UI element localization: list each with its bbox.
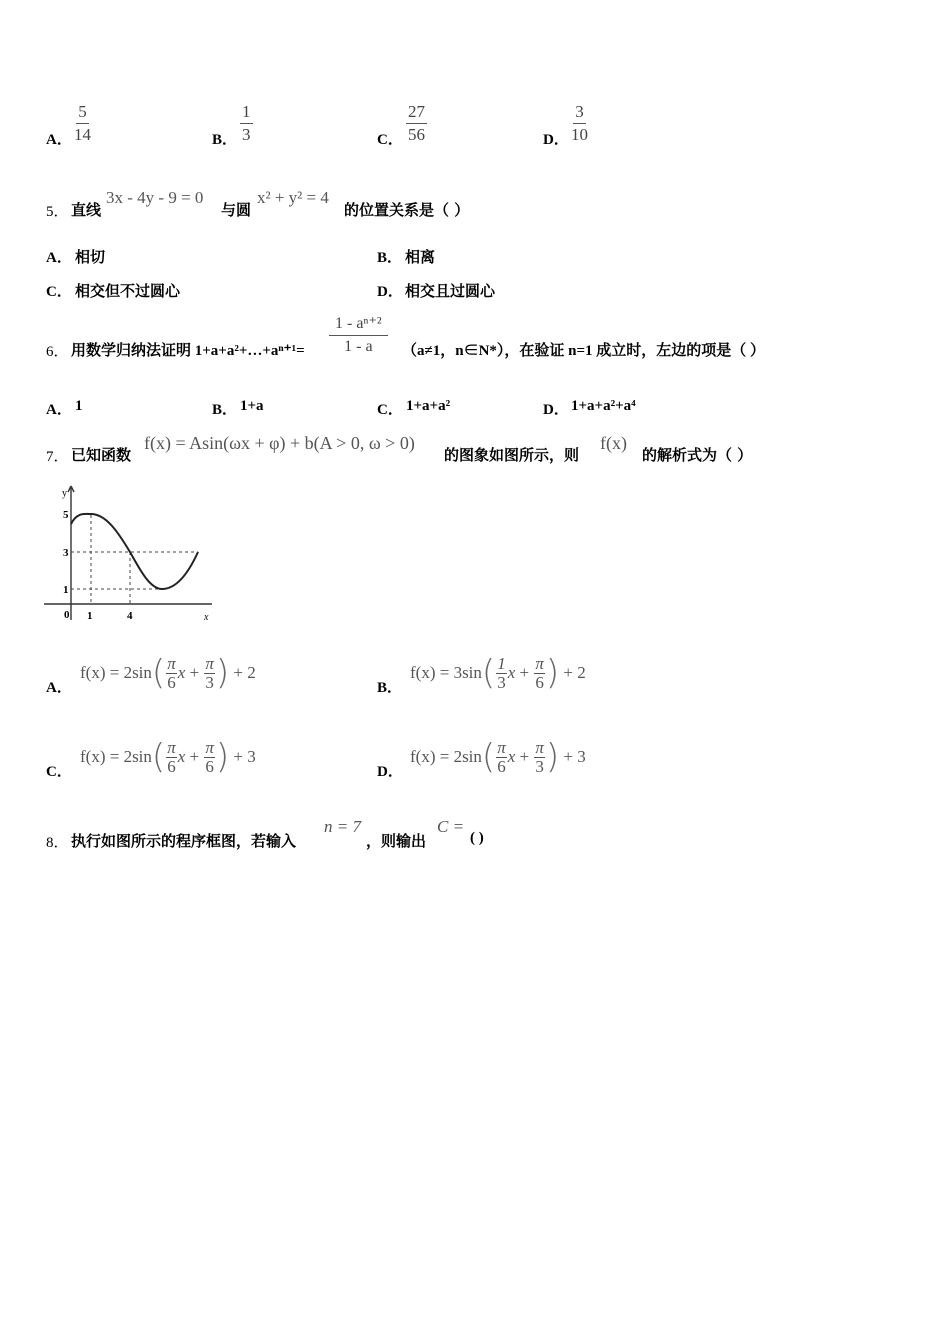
- q7-number: 7．: [46, 449, 69, 465]
- q6-text-post: （a≠1，n∈N*），在验证 n=1 成立时，左边的项是（ ）: [402, 343, 766, 359]
- q6-fraction: $\frac{\text{1 - aⁿ⁺²}}{1 - a}$: [329, 314, 388, 357]
- q5-line-equation: 3x - 4y - 9 = 0: [106, 188, 204, 207]
- q7-option-a-formula: f(x) = 2sin ( π 6 x + π 3 ) + 2: [80, 653, 256, 693]
- q6-option-a-text: 1: [75, 398, 83, 414]
- q8-text-mid: ，则输出: [366, 832, 427, 850]
- q6-option-b-text: 1+a: [240, 398, 264, 414]
- q4-option-d-label: D．: [543, 132, 569, 148]
- q7-option-c-formula: f(x) = 2sin ( π 6 x + π 6 ) + 3: [80, 737, 256, 777]
- q7-option-b-label: B．: [377, 680, 403, 696]
- q5-text-pre: 直线: [71, 201, 102, 219]
- q5-option-d-text: 相交且过圆心: [405, 282, 496, 300]
- q6-number: 6．: [46, 344, 69, 360]
- q7-option-c-label: C．: [46, 764, 72, 780]
- y-tick-5: 5: [63, 509, 69, 521]
- q6-option-c-label: C．: [377, 402, 403, 418]
- q6-option-d-label: D．: [543, 402, 569, 418]
- x-tick-4: 4: [127, 610, 133, 622]
- q5-option-a-text: 相切: [75, 248, 106, 266]
- q5-number: 5．: [46, 204, 69, 220]
- q7-option-d-label: D．: [377, 764, 403, 780]
- q4-option-b-value: $\frac{1}{3}$: [242, 102, 251, 144]
- q6-text-pre: 用数学归纳法证明 1+a+a²+…+aⁿ⁺¹=: [71, 343, 305, 359]
- q6-option-a-label: A．: [46, 402, 72, 418]
- q5-circle-equation: x² + y² = 4: [257, 188, 329, 207]
- q5-option-d-label: D．: [377, 284, 403, 300]
- q5-option-b-label: B．: [377, 250, 403, 266]
- q6-option-c-text: 1+a+a²: [406, 398, 451, 414]
- q5-text-mid: 与圆: [221, 201, 252, 219]
- q8-number: 8．: [46, 835, 69, 851]
- q7-option-d-formula: f(x) = 2sin ( π 6 x + π 3 ) + 3: [410, 737, 586, 777]
- q5-option-a-label: A．: [46, 250, 72, 266]
- q7-graph: [40, 482, 225, 624]
- q7-text-pre: 已知函数: [71, 446, 132, 464]
- q8-n-equation: n = 7: [324, 817, 361, 836]
- q4-option-c-value: $\frac{27}{56}$: [408, 102, 425, 144]
- q7-fx: f(x): [600, 433, 627, 453]
- sine-curve: [71, 514, 198, 589]
- y-axis-label: y: [62, 488, 67, 499]
- q8-text-pre: 执行如图所示的程序框图，若输入: [71, 832, 297, 850]
- q8-c-equation: C =: [437, 817, 465, 836]
- q5-text-post: 的位置关系是（ ）: [344, 201, 470, 219]
- q6-option-b-label: B．: [212, 402, 238, 418]
- x-tick-1: 1: [87, 610, 93, 622]
- q7-text-mid: 的图象如图所示，则: [444, 446, 580, 464]
- q7-text-post: 的解析式为（ ）: [642, 446, 753, 464]
- q5-option-b-text: 相离: [405, 248, 436, 266]
- q4-option-c-label: C．: [377, 132, 403, 148]
- y-tick-3: 3: [63, 547, 69, 559]
- y-tick-1: 1: [63, 584, 69, 596]
- q5-option-c-text: 相交但不过圆心: [75, 282, 181, 300]
- q7-function: f(x) = Asin(ωx + φ) + b(A > 0, ω > 0): [144, 433, 415, 453]
- q4-option-a-label: A．: [46, 132, 72, 148]
- origin-label: 0: [64, 609, 70, 621]
- q6-option-d-text: 1+a+a²+a⁴: [571, 398, 636, 414]
- q8-text-post: ( ): [470, 830, 484, 846]
- q5-option-c-label: C．: [46, 284, 72, 300]
- q7-option-b-formula: f(x) = 3sin ( 1 3 x + π 6 ) + 2: [410, 653, 586, 693]
- q7-option-a-label: A．: [46, 680, 72, 696]
- x-axis-label: x: [204, 612, 209, 623]
- q4-option-b-label: B．: [212, 132, 238, 148]
- q4-option-d-value: $\frac{3}{10}$: [571, 102, 588, 144]
- q4-option-a-value: $\frac{5}{14}$: [74, 102, 91, 144]
